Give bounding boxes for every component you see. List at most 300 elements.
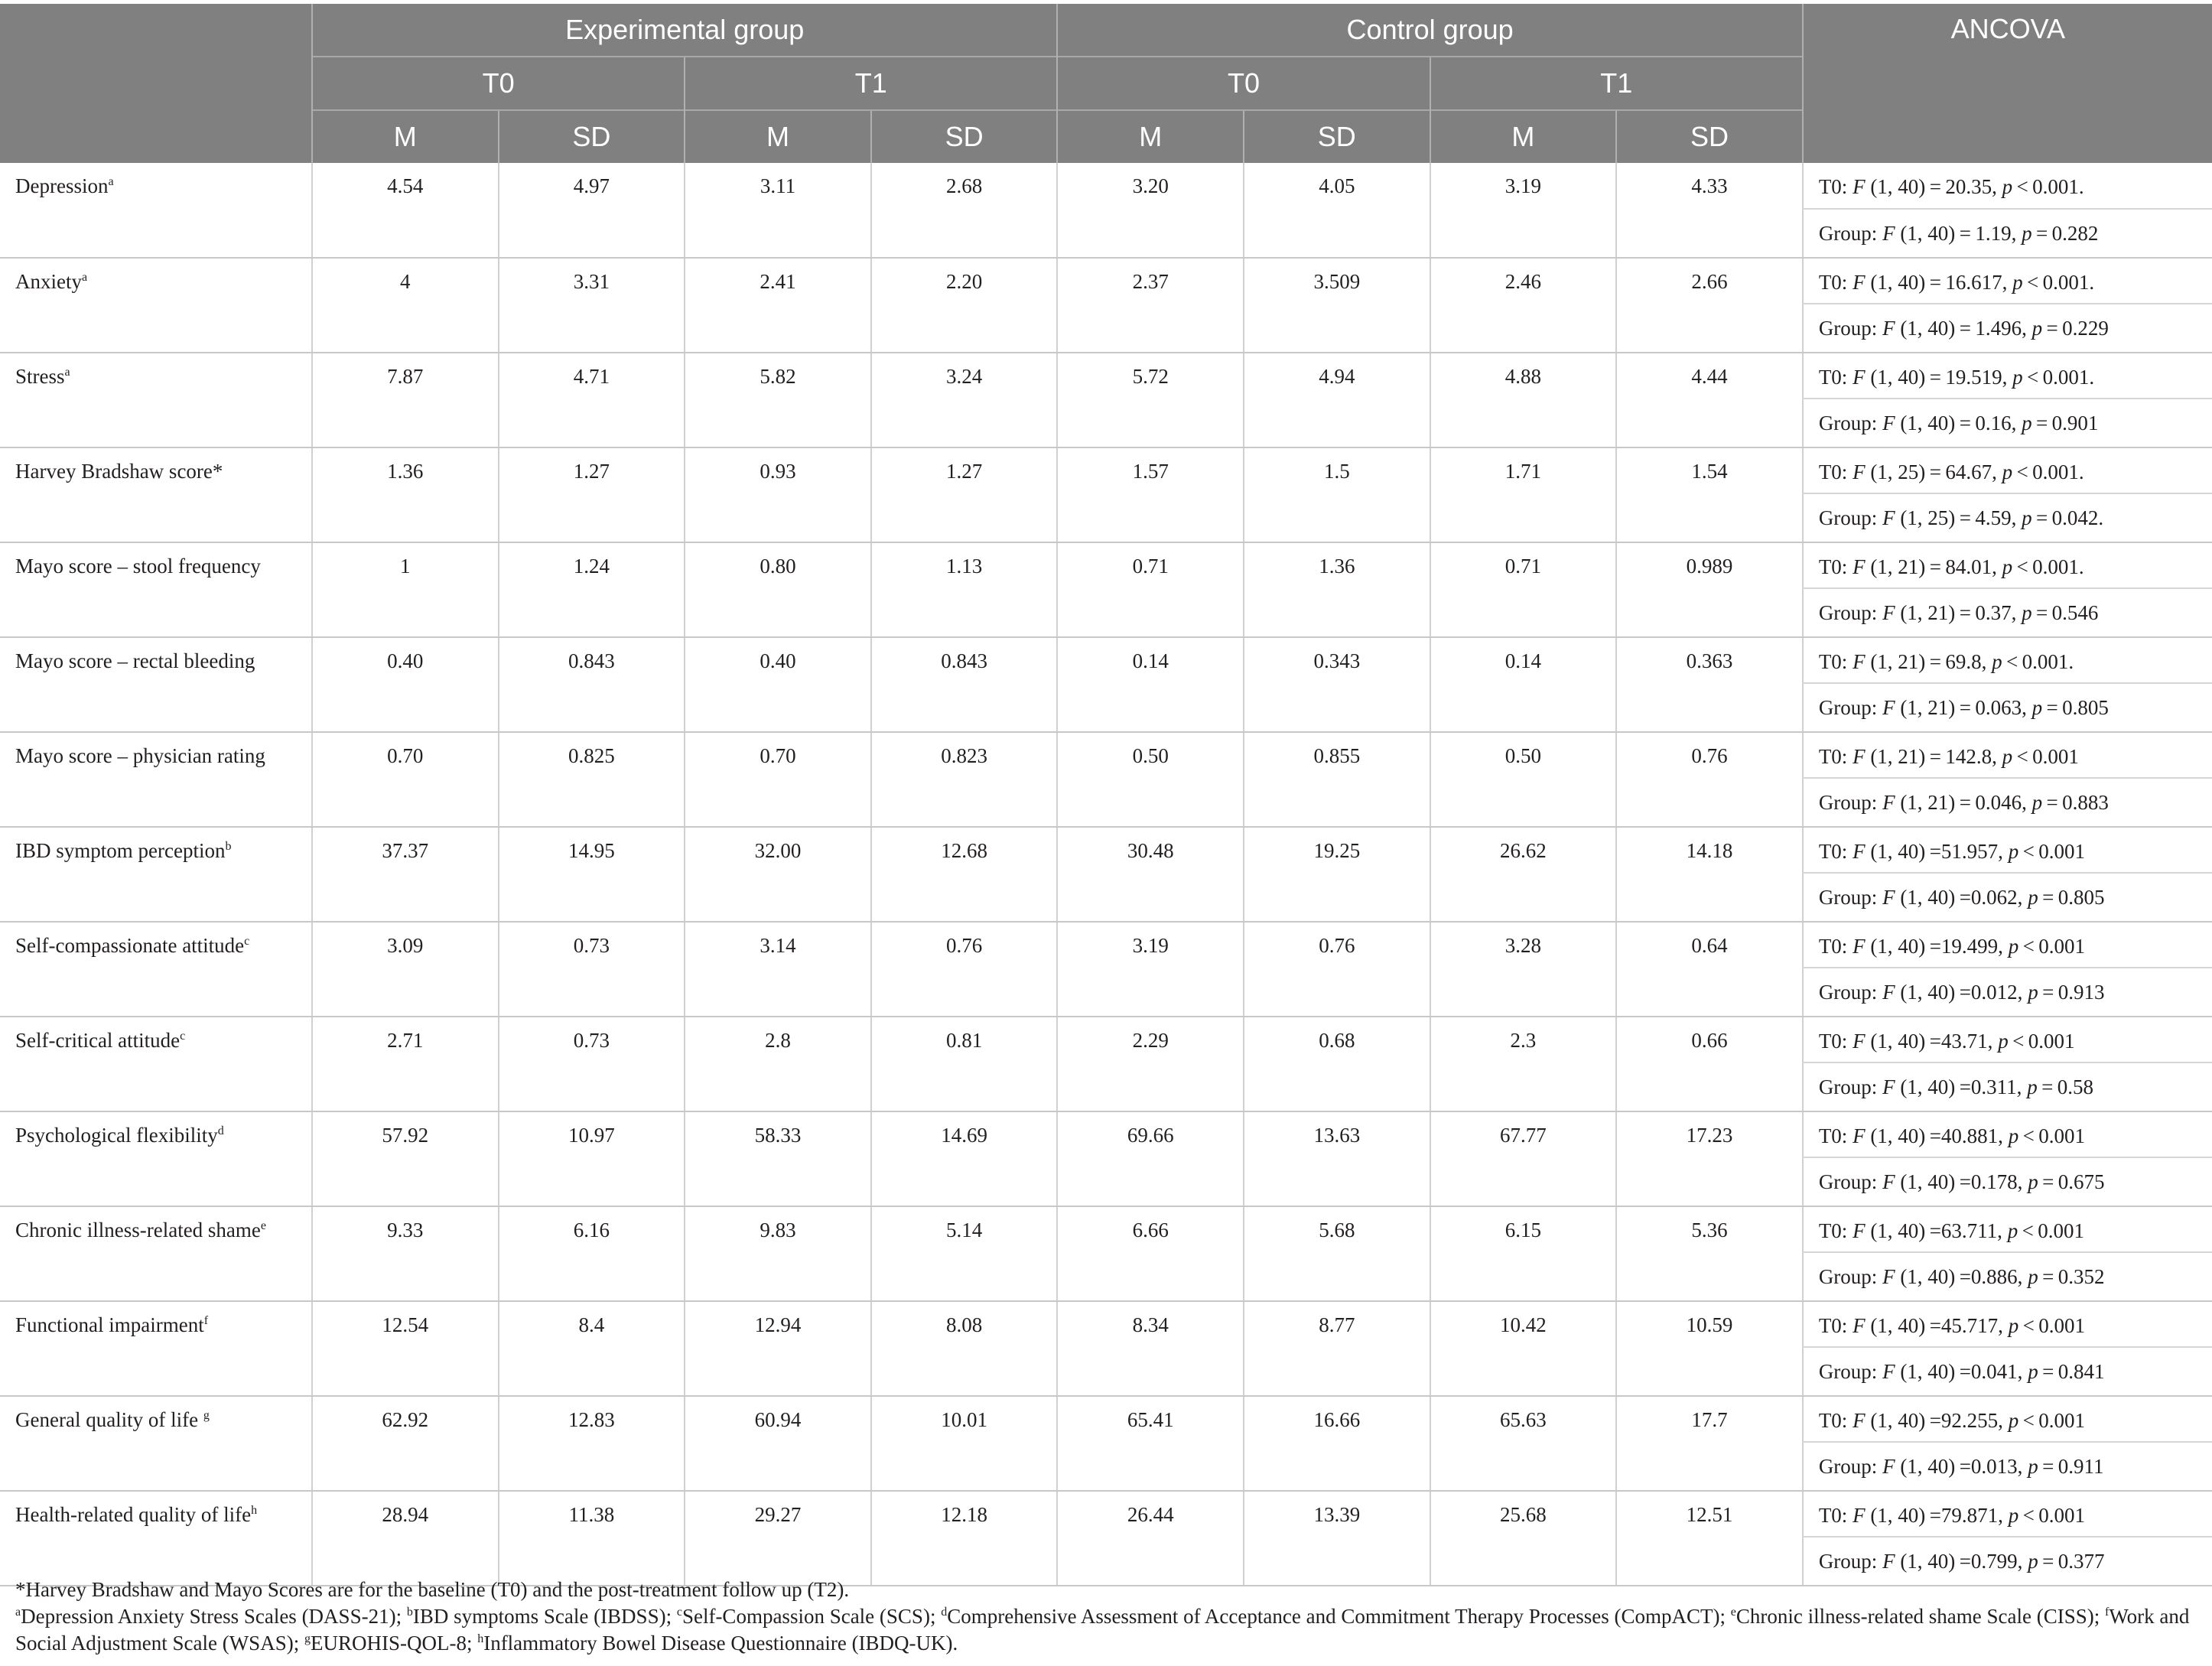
value-cell: 12.68 (871, 827, 1058, 922)
p-symbol: p (2008, 1124, 2019, 1147)
value-cell: 4.94 (1244, 353, 1430, 447)
value-cell: 26.44 (1057, 1491, 1244, 1586)
ancova-group-cell (1803, 588, 2212, 637)
ancova-group-cell (1803, 778, 2212, 827)
row-label-text: Harvey Bradshaw score* (15, 460, 223, 483)
row-label (0, 542, 312, 637)
value-cell: 2.66 (1616, 258, 1803, 353)
row-label (0, 1017, 312, 1111)
footnote-source-text: Depression Anxiety Stress Scales (DASS-21); (21, 1605, 407, 1628)
f-symbol: F (1853, 745, 1866, 768)
value-cell: 0.855 (1244, 732, 1430, 827)
f-symbol: F (1853, 366, 1866, 389)
value-cell: 0.40 (685, 637, 871, 732)
ancova-t0-label: T0: (1818, 271, 1848, 294)
ancova-t0-df: (1, 40) = 19.519, (1870, 366, 2008, 389)
value-cell: 30.48 (1057, 827, 1244, 922)
ancova-group-cell (1803, 1157, 2212, 1206)
ancova-group-label: Group: (1818, 506, 1878, 529)
value-cell: 3.14 (685, 922, 871, 1017)
ancova-group-df: (1, 21) = 0.063, (1900, 695, 2027, 719)
value-cell: 0.81 (871, 1017, 1058, 1111)
row-label-text: Functional impairment (15, 1313, 204, 1336)
value-cell: 3.509 (1244, 258, 1430, 353)
p-symbol: p (2002, 555, 2013, 578)
row-label (0, 827, 312, 922)
footnote-superscript: g (304, 1632, 311, 1645)
value-cell: 6.16 (499, 1206, 685, 1301)
value-cell: 26.62 (1430, 827, 1617, 922)
p-symbol: p (2022, 506, 2032, 529)
value-cell: 1.36 (1244, 542, 1430, 637)
value-cell: 14.18 (1616, 827, 1803, 922)
f-symbol: F (1882, 506, 1895, 529)
p-symbol: p (2028, 885, 2038, 909)
value-cell: 0.64 (1616, 922, 1803, 1017)
ancova-t0-label: T0: (1818, 650, 1848, 673)
ancova-t0-df: (1, 40) = 16.617, (1870, 271, 2008, 294)
ancova-group-p: = 0.546 (2036, 600, 2099, 624)
header-m: M (685, 110, 871, 163)
ancova-t0-label: T0: (1818, 1409, 1848, 1432)
ancova-t0-df: (1, 40) = 20.35, (1870, 175, 1997, 198)
footnote-source-text: Self-Compassion Scale (SCS); (681, 1605, 942, 1628)
f-symbol: F (1882, 1170, 1895, 1193)
row-label-text: Mayo score – physician rating (15, 744, 265, 767)
value-cell: 29.27 (685, 1491, 871, 1586)
row-label-text: General quality of life (15, 1408, 203, 1431)
value-cell: 0.71 (1430, 542, 1617, 637)
value-cell: 4.54 (312, 163, 499, 258)
value-cell: 65.63 (1430, 1396, 1617, 1491)
ancova-t0-p: < 0.001. (2016, 555, 2084, 578)
ancova-group-label: Group: (1818, 1264, 1878, 1288)
f-symbol: F (1882, 790, 1895, 814)
value-cell: 4.97 (499, 163, 685, 258)
row-label (0, 1301, 312, 1396)
p-symbol: p (1992, 650, 2002, 673)
value-cell: 4.71 (499, 353, 685, 447)
value-cell: 3.19 (1430, 163, 1617, 258)
footnote-source-text: EUROHIS-QOL-8; (310, 1632, 478, 1655)
results-table (0, 4, 2212, 1586)
value-cell: 1.36 (312, 447, 499, 542)
value-cell: 9.83 (685, 1206, 871, 1301)
ancova-t0-df: (1, 40) =79.871, (1870, 1504, 2003, 1527)
ancova-group-p: = 0.805 (2042, 885, 2105, 909)
value-cell: 3.28 (1430, 922, 1617, 1017)
value-cell: 2.29 (1057, 1017, 1244, 1111)
row-label-superscript: c (244, 935, 250, 948)
ancova-t0-cell (1803, 1491, 2212, 1537)
ancova-group-p: = 0.841 (2042, 1359, 2105, 1383)
ancova-t0-df: (1, 40) =92.255, (1870, 1409, 2003, 1432)
f-symbol: F (1882, 695, 1895, 719)
value-cell: 1.57 (1057, 447, 1244, 542)
value-cell: 1.27 (499, 447, 685, 542)
value-cell: 1.27 (871, 447, 1058, 542)
ancova-t0-cell (1803, 732, 2212, 778)
table-body (0, 163, 2212, 1586)
row-label-superscript: e (260, 1219, 267, 1232)
ancova-t0-p: < 0.001. (2006, 650, 2074, 673)
p-symbol: p (2031, 316, 2043, 340)
table-row (0, 1491, 2212, 1537)
value-cell: 16.66 (1244, 1396, 1430, 1491)
row-label-superscript: a (64, 366, 70, 379)
value-cell: 8.34 (1057, 1301, 1244, 1396)
value-cell: 13.39 (1244, 1491, 1430, 1586)
header-m: M (312, 110, 499, 163)
value-cell: 28.94 (312, 1491, 499, 1586)
ancova-t0-label: T0: (1818, 460, 1848, 483)
ancova-group-p: = 0.352 (2042, 1264, 2105, 1288)
ancova-group-cell (1803, 1252, 2212, 1301)
ancova-group-p: = 0.042. (2036, 506, 2104, 529)
f-symbol: F (1853, 271, 1866, 294)
table-row (0, 258, 2212, 304)
value-cell: 12.94 (685, 1301, 871, 1396)
p-symbol: p (2031, 790, 2043, 814)
ancova-t0-p: < 0.001. (2027, 366, 2095, 389)
table-row (0, 163, 2212, 209)
row-label-superscript: a (82, 271, 88, 284)
value-cell: 0.68 (1244, 1017, 1430, 1111)
header-m: M (1057, 110, 1244, 163)
ancova-t0-label: T0: (1818, 1030, 1848, 1053)
value-cell: 0.71 (1057, 542, 1244, 637)
value-cell: 0.76 (1616, 732, 1803, 827)
footnote-source-text: Comprehensive Assessment of Acceptance and Commitment Therapy Processes (CompACT); (947, 1605, 1731, 1628)
row-label (0, 163, 312, 258)
p-symbol: p (2002, 460, 2013, 483)
value-cell: 32.00 (685, 827, 871, 922)
value-cell: 17.7 (1616, 1396, 1803, 1491)
ancova-group-p: = 0.282 (2036, 221, 2099, 245)
header-ctrl-t0: T0 (1057, 57, 1430, 110)
ancova-t0-cell (1803, 827, 2212, 873)
table-row (0, 353, 2212, 399)
value-cell: 58.33 (685, 1111, 871, 1206)
table-row (0, 542, 2212, 588)
value-cell: 0.823 (871, 732, 1058, 827)
footnote-sources (15, 1603, 2203, 1657)
value-cell: 3.20 (1057, 163, 1244, 258)
f-symbol: F (1882, 885, 1895, 909)
ancova-group-cell (1803, 399, 2212, 447)
ancova-t0-label: T0: (1818, 935, 1848, 958)
ancova-t0-label: T0: (1818, 840, 1848, 863)
value-cell: 0.14 (1057, 637, 1244, 732)
value-cell: 67.77 (1430, 1111, 1617, 1206)
value-cell: 0.93 (685, 447, 871, 542)
value-cell: 4.05 (1244, 163, 1430, 258)
table-row (0, 732, 2212, 778)
ancova-group-p: = 0.911 (2042, 1454, 2104, 1478)
ancova-group-cell (1803, 968, 2212, 1017)
ancova-group-p: = 0.229 (2046, 316, 2109, 340)
value-cell: 3.09 (312, 922, 499, 1017)
p-symbol: p (2008, 840, 2019, 863)
ancova-t0-cell (1803, 353, 2212, 399)
ancova-t0-p: < 0.001. (2016, 175, 2084, 198)
f-symbol: F (1853, 1409, 1866, 1432)
f-symbol: F (1853, 1124, 1866, 1147)
value-cell: 2.68 (871, 163, 1058, 258)
value-cell: 5.36 (1616, 1206, 1803, 1301)
value-cell: 0.73 (499, 1017, 685, 1111)
value-cell: 0.70 (685, 732, 871, 827)
ancova-t0-cell (1803, 1206, 2212, 1252)
ancova-t0-cell (1803, 447, 2212, 493)
row-label (0, 922, 312, 1017)
ancova-group-p: = 0.58 (2041, 1075, 2093, 1098)
value-cell: 13.63 (1244, 1111, 1430, 1206)
row-label (0, 1206, 312, 1301)
f-symbol: F (1882, 1549, 1895, 1573)
footnote-star: *Harvey Bradshaw and Mayo Scores are for the baseline (T0) and the post-treatment follow up (T2). (15, 1578, 850, 1601)
f-symbol: F (1853, 935, 1866, 958)
value-cell: 5.72 (1057, 353, 1244, 447)
value-cell: 0.825 (499, 732, 685, 827)
ancova-t0-label: T0: (1818, 175, 1848, 198)
table-row (0, 1017, 2212, 1062)
value-cell: 4.33 (1616, 163, 1803, 258)
ancova-t0-p: < 0.001 (2012, 1030, 2075, 1053)
ancova-group-df: (1, 40) =0.799, (1900, 1549, 2023, 1573)
p-symbol: p (2008, 1314, 2019, 1337)
f-symbol: F (1853, 460, 1866, 483)
p-symbol: p (1998, 1030, 2009, 1053)
p-symbol: p (2022, 411, 2032, 434)
value-cell: 2.8 (685, 1017, 871, 1111)
value-cell: 10.59 (1616, 1301, 1803, 1396)
p-symbol: p (2028, 1170, 2038, 1193)
f-symbol: F (1882, 221, 1895, 245)
value-cell: 14.95 (499, 827, 685, 922)
ancova-group-cell (1803, 683, 2212, 732)
row-label-superscript: g (203, 1409, 210, 1422)
f-symbol: F (1882, 1454, 1895, 1478)
ancova-group-label: Group: (1818, 1170, 1878, 1193)
ancova-group-df: (1, 40) =0.178, (1900, 1170, 2023, 1193)
value-cell: 0.70 (312, 732, 499, 827)
value-cell: 1.24 (499, 542, 685, 637)
ancova-t0-cell (1803, 1301, 2212, 1347)
header-ctrl-t1: T1 (1430, 57, 1803, 110)
footnote-superscript: e (1730, 1606, 1736, 1619)
row-label (0, 1491, 312, 1586)
value-cell: 0.363 (1616, 637, 1803, 732)
table-footnotes (15, 1577, 2203, 1657)
ancova-group-cell (1803, 1062, 2212, 1111)
f-symbol: F (1853, 840, 1866, 863)
header-exp-t1: T1 (685, 57, 1057, 110)
value-cell: 0.50 (1057, 732, 1244, 827)
table-row (0, 922, 2212, 968)
ancova-group-p: = 0.883 (2046, 790, 2109, 814)
ancova-group-df: (1, 40) =0.886, (1900, 1264, 2023, 1288)
value-cell: 3.24 (871, 353, 1058, 447)
value-cell: 6.66 (1057, 1206, 1244, 1301)
header-m: M (1430, 110, 1617, 163)
ancova-t0-df: (1, 40) =43.71, (1870, 1030, 1993, 1053)
ancova-t0-p: < 0.001 (2022, 1409, 2085, 1432)
p-symbol: p (2022, 600, 2032, 624)
table-row (0, 1111, 2212, 1157)
ancova-group-df: (1, 40) =0.013, (1900, 1454, 2023, 1478)
row-label-superscript: h (251, 1504, 258, 1517)
table-header (0, 4, 2212, 163)
value-cell: 17.23 (1616, 1111, 1803, 1206)
ancova-group-label: Group: (1818, 1359, 1878, 1383)
ancova-t0-p: < 0.001 (2022, 1219, 2084, 1242)
ancova-group-df: (1, 21) = 0.37, (1900, 600, 2017, 624)
ancova-t0-p: < 0.001 (2016, 745, 2079, 768)
row-label-text: Anxiety (15, 270, 82, 293)
value-cell: 12.51 (1616, 1491, 1803, 1586)
ancova-group-label: Group: (1818, 980, 1878, 1004)
f-symbol: F (1853, 1314, 1866, 1337)
p-symbol: p (2028, 980, 2038, 1004)
header-exp-t0: T0 (312, 57, 685, 110)
f-symbol: F (1882, 980, 1895, 1004)
ancova-t0-p: < 0.001. (2027, 271, 2095, 294)
ancova-t0-df: (1, 40) =40.881, (1870, 1124, 2003, 1147)
value-cell: 0.14 (1430, 637, 1617, 732)
value-cell: 11.38 (499, 1491, 685, 1586)
p-symbol: p (2012, 271, 2023, 294)
ancova-group-label: Group: (1818, 695, 1878, 719)
ancova-t0-p: < 0.001 (2022, 1504, 2085, 1527)
row-label-superscript: f (203, 1314, 209, 1327)
ancova-group-p: = 0.913 (2042, 980, 2105, 1004)
ancova-t0-df: (1, 21) = 84.01, (1870, 555, 1997, 578)
value-cell: 3.11 (685, 163, 871, 258)
ancova-t0-cell (1803, 1396, 2212, 1442)
p-symbol: p (2008, 935, 2019, 958)
value-cell: 5.68 (1244, 1206, 1430, 1301)
row-label-text: Self-critical attitude (15, 1029, 181, 1052)
f-symbol: F (1882, 1264, 1895, 1288)
ancova-group-label: Group: (1818, 316, 1878, 340)
value-cell: 37.37 (312, 827, 499, 922)
row-label-superscript: c (180, 1030, 186, 1043)
value-cell: 6.15 (1430, 1206, 1617, 1301)
f-symbol: F (1853, 1219, 1866, 1242)
ancova-group-df: (1, 40) =0.012, (1900, 980, 2023, 1004)
ancova-group-cell (1803, 1347, 2212, 1396)
value-cell: 0.76 (1244, 922, 1430, 1017)
table-row (0, 1301, 2212, 1347)
table-row (0, 1396, 2212, 1442)
row-label-text: Chronic illness-related shame (15, 1219, 261, 1241)
ancova-t0-cell (1803, 1111, 2212, 1157)
footnote-superscript: d (941, 1606, 948, 1619)
value-cell: 0.989 (1616, 542, 1803, 637)
value-cell: 19.25 (1244, 827, 1430, 922)
row-label-text: IBD symptom perception (15, 839, 226, 862)
row-label-text: Psychological flexibility (15, 1124, 218, 1147)
header-corner (0, 4, 312, 163)
value-cell: 2.41 (685, 258, 871, 353)
value-cell: 3.19 (1057, 922, 1244, 1017)
f-symbol: F (1882, 1359, 1895, 1383)
ancova-group-df: (1, 40) = 1.496, (1900, 316, 2027, 340)
ancova-group-df: (1, 40) =0.041, (1900, 1359, 2023, 1383)
footnote-source-text: IBD symptoms Scale (IBDSS); (412, 1605, 677, 1628)
footnote-superscript: a (15, 1606, 21, 1619)
row-label-text: Stress (15, 365, 65, 388)
ancova-group-cell (1803, 873, 2212, 922)
ancova-group-label: Group: (1818, 1454, 1878, 1478)
ancova-group-p: = 0.377 (2042, 1549, 2105, 1573)
table-row (0, 827, 2212, 873)
results-table-container (0, 4, 2212, 1586)
ancova-group-df: (1, 40) =0.311, (1900, 1075, 2022, 1098)
ancova-group-label: Group: (1818, 790, 1878, 814)
ancova-group-p: = 0.675 (2042, 1170, 2105, 1193)
ancova-group-label: Group: (1818, 600, 1878, 624)
f-symbol: F (1882, 600, 1895, 624)
row-label (0, 732, 312, 827)
header-sd: SD (871, 110, 1058, 163)
value-cell: 9.33 (312, 1206, 499, 1301)
header-experimental-group: Experimental group (312, 4, 1057, 57)
ancova-group-label: Group: (1818, 1549, 1878, 1573)
value-cell: 2.46 (1430, 258, 1617, 353)
ancova-t0-label: T0: (1818, 1504, 1848, 1527)
footnote-superscript: f (2105, 1606, 2110, 1619)
ancova-group-df: (1, 25) = 4.59, (1900, 506, 2017, 529)
value-cell: 4.44 (1616, 353, 1803, 447)
ancova-t0-df: (1, 40) =19.499, (1870, 935, 2003, 958)
value-cell: 65.41 (1057, 1396, 1244, 1491)
ancova-group-cell (1803, 493, 2212, 542)
p-symbol: p (2027, 1075, 2038, 1098)
row-label (0, 637, 312, 732)
ancova-t0-p: < 0.001 (2022, 935, 2085, 958)
value-cell: 8.4 (499, 1301, 685, 1396)
ancova-group-label: Group: (1818, 1075, 1878, 1098)
footnote-superscript: b (406, 1606, 413, 1619)
ancova-t0-label: T0: (1818, 745, 1848, 768)
ancova-group-p: = 0.901 (2036, 411, 2099, 434)
ancova-group-cell (1803, 304, 2212, 353)
ancova-t0-cell (1803, 922, 2212, 968)
ancova-group-df: (1, 40) = 0.16, (1900, 411, 2017, 434)
table-row (0, 637, 2212, 683)
value-cell: 1.5 (1244, 447, 1430, 542)
row-label-superscript: d (217, 1124, 224, 1137)
p-symbol: p (2002, 175, 2013, 198)
ancova-t0-df: (1, 21) = 142.8, (1870, 745, 1997, 768)
header-sd: SD (499, 110, 685, 163)
row-label (0, 1396, 312, 1491)
p-symbol: p (2008, 1504, 2019, 1527)
value-cell: 10.97 (499, 1111, 685, 1206)
ancova-t0-df: (1, 40) =45.717, (1870, 1314, 2003, 1337)
value-cell: 5.82 (685, 353, 871, 447)
row-label (0, 447, 312, 542)
ancova-group-label: Group: (1818, 221, 1878, 245)
p-symbol: p (2012, 366, 2023, 389)
f-symbol: F (1882, 316, 1895, 340)
ancova-t0-label: T0: (1818, 555, 1848, 578)
f-symbol: F (1882, 411, 1895, 434)
ancova-t0-label: T0: (1818, 1124, 1848, 1147)
value-cell: 4.88 (1430, 353, 1617, 447)
